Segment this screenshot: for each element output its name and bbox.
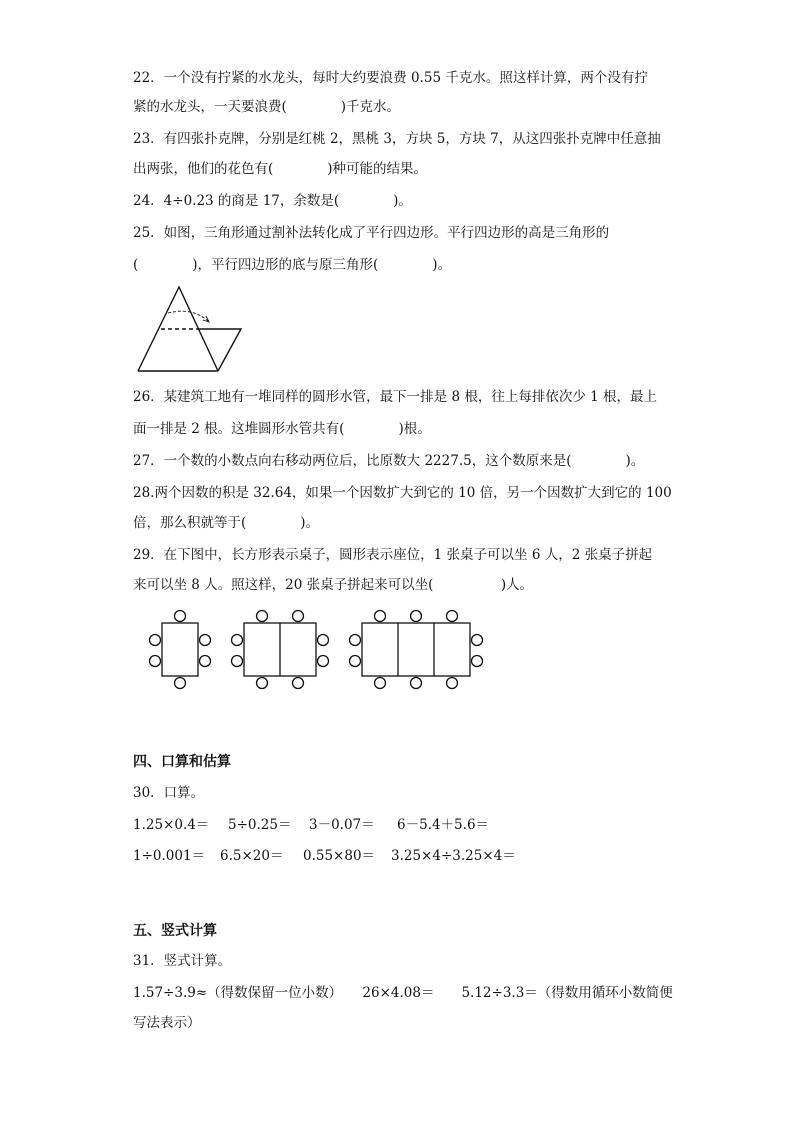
calc-item: 6.5×20＝ [220, 848, 284, 864]
q28-line1: 28.两个因数的积是 32.64，如果一个因数扩大到它的 10 倍，另一个因数扩大到它的 100 [133, 485, 672, 501]
calc-item: 5÷0.25＝ [228, 817, 292, 833]
calc-item: 1÷0.001＝ [133, 848, 206, 864]
tables-seats-figure [146, 608, 486, 692]
q26-line2: 面一排是 2 根。这堆圆形水管共有( )根。 [133, 421, 431, 437]
q27-line1: 27．一个数的小数点向右移动两位后，比原数大 2227.5，这个数原来是( )。 [133, 453, 645, 469]
calc-item: 3－0.07＝ [309, 817, 375, 833]
q24-line1: 24．4÷0.23 的商是 17，余数是( )。 [133, 193, 412, 209]
q30-title: 30．口算。 [133, 785, 205, 801]
q26-line1: 26．某建筑工地有一堆同样的圆形水管，最下一排是 8 根，往上每排依次少 1 根，最上 [133, 389, 658, 405]
triangle-parallelogram-figure [134, 284, 246, 374]
section4-heading: 四、口算和估算 [133, 754, 231, 770]
section5-heading: 五、竖式计算 [133, 923, 217, 939]
q29-line2: 来可以坐 8 人。照这样，20 张桌子拼起来可以坐( )人。 [133, 577, 534, 593]
q30-row1 [133, 816, 593, 834]
q22-line1: 22．一个没有拧紧的水龙头，每时大约要浪费 0.55 千克水。照这样计算，两个没有拧 [133, 70, 648, 86]
q31-title: 31．竖式计算。 [133, 953, 232, 969]
q31-items-line2: 写法表示） [133, 1015, 201, 1031]
calc-item: 6－5.4＋5.6＝ [397, 817, 490, 833]
q25-line2: ( )，平行四边形的底与原三角形( )。 [133, 257, 452, 273]
q30-row2 [133, 847, 593, 865]
q22-line2: 紧的水龙头，一天要浪费( )千克水。 [133, 99, 401, 115]
q28-line2: 倍，那么积就等于( )。 [133, 515, 320, 531]
calc-item: 0.55×80＝ [303, 848, 376, 864]
q31-items-line1: 1.57÷3.9≈（得数保留一位小数） 26×4.08＝ 5.12÷3.3＝（得数用循环小数简便 [133, 985, 673, 1001]
q25-line1: 25．如图，三角形通过割补法转化成了平行四边形。平行四边形的高是三角形的 [133, 225, 610, 241]
q23-line2: 出两张，他们的花色有( )种可能的结果。 [133, 161, 428, 177]
calc-item: 3.25×4÷3.25×4＝ [391, 848, 516, 864]
q29-line1: 29．在下图中，长方形表示桌子，圆形表示座位，1 张桌子可以坐 6 人，2 张桌子拼起 [133, 547, 653, 563]
q23-line1: 23．有四张扑克牌，分别是红桃 2，黑桃 3，方块 5，方块 7，从这四张扑克牌中任意抽 [133, 131, 661, 147]
calc-item: 1.25×0.4＝ [133, 817, 210, 833]
